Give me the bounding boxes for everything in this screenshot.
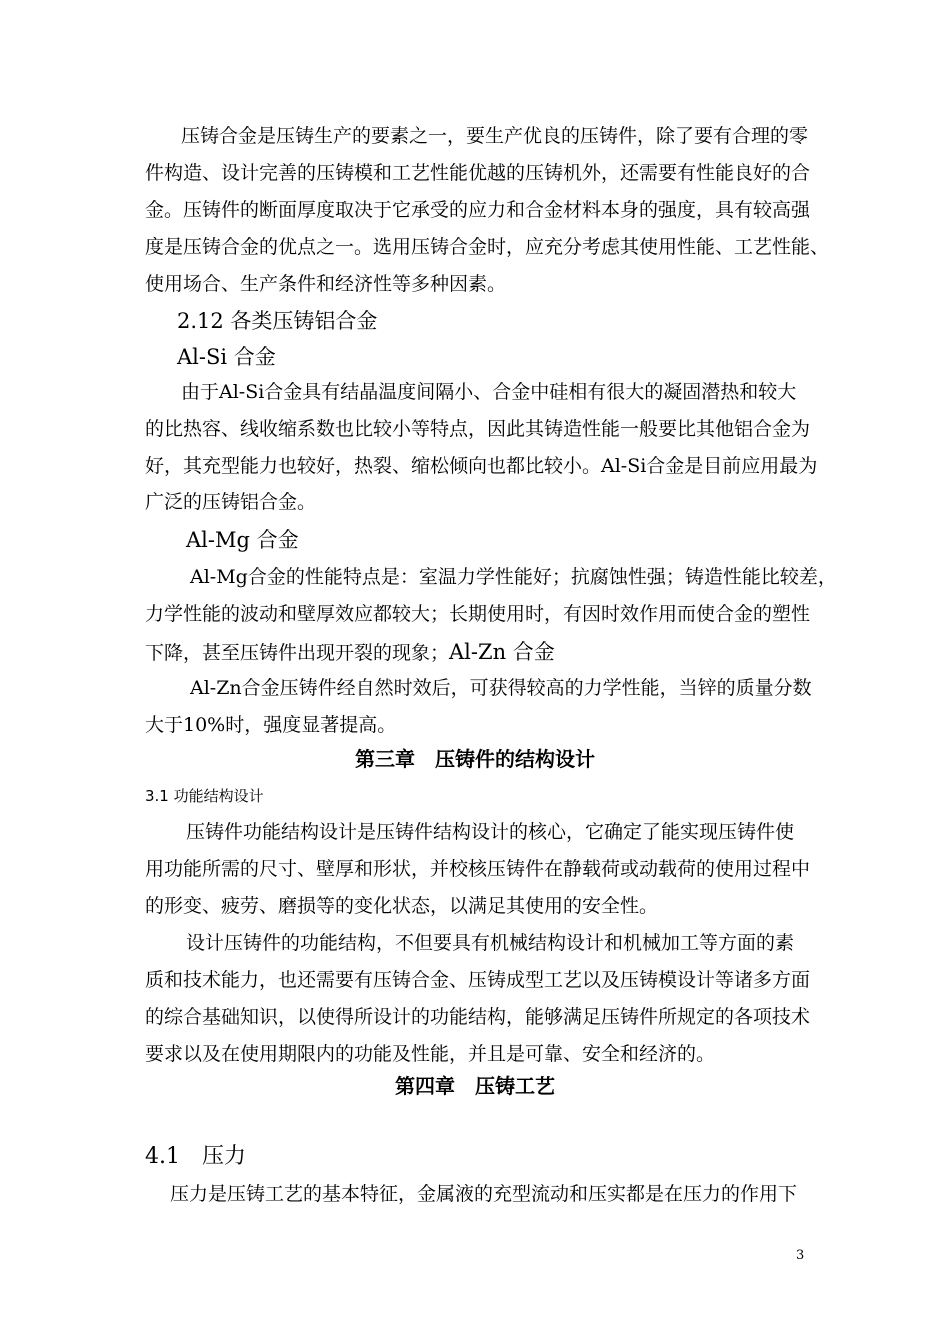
almg-heading: Al-Mg 合金 (186, 528, 299, 552)
paragraph-line: 质和技术能力，也还需要有压铸合金、压铸成型工艺以及压铸模设计等诸多方面 (145, 969, 811, 991)
section-heading: 4.1 压力 (145, 1144, 246, 1169)
paragraph-line: 要求以及在使用期限内的功能及性能，并且是可靠、安全和经济的。 (145, 1043, 716, 1065)
paragraph-line: 用功能所需的尺寸、壁厚和形状，并校核压铸件在静载荷或动载荷的使用过程中 (145, 858, 811, 880)
paragraph-line (145, 639, 555, 665)
paragraph-line: 的综合基础知识，以使得所设计的功能结构，能够满足压铸件所规定的各项技术 (145, 1006, 811, 1028)
paragraph-line: 好，其充型能力也较好，热裂、缩松倾向也都比较小。Al-Si合金是目前应用最为 (145, 455, 818, 477)
paragraph-line: 金。压铸件的断面厚度取决于它承受的应力和合金材料本身的强度，具有较高强 (145, 199, 811, 221)
paragraph-line: 广泛的压铸铝合金。 (145, 491, 317, 513)
paragraph-line: 的形变、疲劳、磨损等的变化状态，以满足其使用的安全性。 (145, 895, 659, 917)
paragraph-line: Al-Mg合金的性能特点是：室温力学性能好；抗腐蚀性强；铸造性能比较差， (190, 566, 837, 588)
paragraph-line: 设计压铸件的功能结构，不但要具有机械结构设计和机械加工等方面的素 (186, 932, 795, 954)
paragraph-line: 力学性能的波动和壁厚效应都较大；长期使用时，有因时效作用而使合金的塑性 (145, 603, 811, 625)
paragraph-line: 使用场合、生产条件和经济性等多种因素。 (145, 273, 507, 295)
subsection-heading: 3.1 功能结构设计 (145, 787, 264, 805)
paragraph-line: 压铸件功能结构设计是压铸件结构设计的核心，它确定了能实现压铸件使 (186, 821, 795, 843)
paragraph-text: 下降，甚至压铸件出现开裂的现象； (145, 642, 450, 664)
paragraph-line: 度是压铸合金的优点之一。选用压铸合金时，应充分考虑其使用性能、工艺性能、 (145, 236, 830, 258)
page-number: 3 (796, 1248, 805, 1263)
section-heading: 2.12 各类压铸铝合金 (177, 309, 378, 333)
chapter-title: 第四章 压铸工艺 (395, 1074, 555, 1098)
paragraph-line: 压力是压铸工艺的基本特征，金属液的充型流动和压实都是在压力的作用下 (170, 1183, 798, 1205)
paragraph-line: 由于Al-Si合金具有结晶温度间隔小、合金中硅相有很大的凝固潜热和较大 (181, 381, 797, 403)
paragraph-line: 压铸合金是压铸生产的要素之一，要生产优良的压铸件，除了要有合理的零 (181, 125, 809, 147)
paragraph-line: 件构造、设计完善的压铸模和工艺性能优越的压铸机外，还需要有性能良好的合 (145, 162, 811, 184)
chapter-title: 第三章 压铸件的结构设计 (355, 747, 595, 771)
paragraph-line: 的比热容、线收缩系数也比较小等特点，因此其铸造性能一般要比其他铝合金为 (145, 418, 811, 440)
alzn-heading: Al-Zn 合金 (449, 640, 555, 664)
paragraph-line: Al-Zn合金压铸件经自然时效后，可获得较高的力学性能，当锌的质量分数 (190, 677, 812, 699)
paragraph-line: 大于10%时，强度显著提高。 (145, 714, 397, 736)
alsi-heading: Al-Si 合金 (177, 345, 276, 369)
